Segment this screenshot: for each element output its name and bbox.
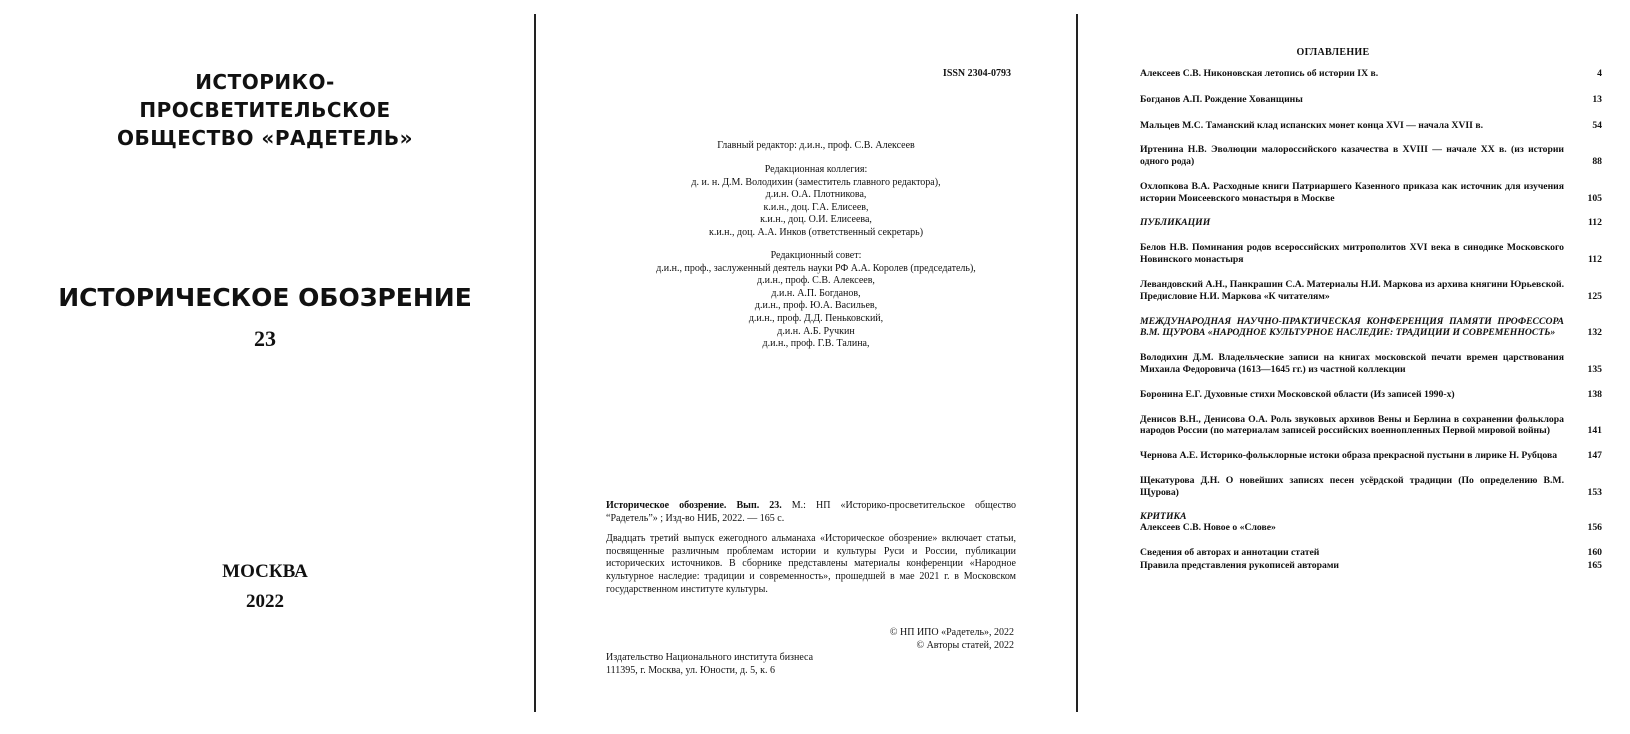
city: МОСКВА <box>222 561 308 582</box>
toc-title: Алексеев С.В. Новое о «Слове» <box>1140 522 1276 534</box>
toc-title: Володихин Д.М. Владельческие записи на книгах московской печати времен царствования Михаила Федоровича (1613—1645 гг.) из частной коллекции <box>1140 352 1564 375</box>
toc-page: 156 <box>1587 522 1602 534</box>
society-line-2: ОБЩЕСТВО «РАДЕТЕЛЬ» <box>116 126 414 150</box>
toc-title: Боронина Е.Г. Духовные стихи Московской области (Из записей 1990-х) <box>1140 388 1455 400</box>
toc-page: 160 <box>1587 547 1602 559</box>
toc-item[interactable] <box>1140 414 1630 438</box>
toc-item[interactable] <box>1140 68 1630 80</box>
toc-title: Охлопкова В.А. Расходные книги Патриаршего Казенного приказа как источник для изучения истории Моисеевского монастыря в Москве <box>1140 180 1564 204</box>
board-member: д. и. н. Д.М. Володихин (заместитель главного редактора), <box>691 176 941 188</box>
toc-page: 132 <box>1587 327 1602 339</box>
toc-page: 138 <box>1587 388 1602 400</box>
council-member: д.и.н., проф., заслуженный деятель науки РФ А.А. Королев (председатель), <box>656 262 976 274</box>
chief-editor: Главный редактор: д.и.н., проф. С.В. Алексеев <box>717 140 915 151</box>
toc-page: 141 <box>1587 425 1602 437</box>
toc-page: 4 <box>1597 68 1602 79</box>
toc-page: 13 <box>1592 93 1602 105</box>
toc-title: Левандовский А.Н., Панкрашин С.А. Материалы Н.И. Маркова из архива княгини Юрьевской. Предисловие Н.И. Маркова «К читателям» <box>1140 278 1564 302</box>
toc-section-title: ПУБЛИКАЦИИ <box>1140 216 1211 228</box>
toc-section[interactable] <box>1140 217 1630 229</box>
toc-page: 105 <box>1587 192 1602 204</box>
society-line-1: ИСТОРИКО-ПРОСВЕТИТЕЛЬСКОЕ <box>139 70 391 122</box>
toc-title: Богданов А.П. Рождение Хованщины <box>1140 93 1303 105</box>
toc-page: 165 <box>1587 559 1602 571</box>
council-member: д.и.н., проф. Ю.А. Васильев, <box>754 300 878 312</box>
copyright-line: © Авторы статей, 2022 <box>916 639 1014 651</box>
publisher-address: 111395, г. Москва, ул. Юности, д. 5, к. 6 <box>606 664 775 676</box>
toc-title: Правила представления рукописей авторами <box>1140 559 1340 571</box>
toc-title: Сведения об авторах и аннотации статей <box>1140 547 1320 559</box>
toc-item[interactable] <box>1140 547 1630 559</box>
toc-item[interactable] <box>1140 389 1630 401</box>
toc-item[interactable] <box>1140 522 1630 534</box>
imprint-page <box>536 0 1076 734</box>
board-title: Редакционная коллегия: <box>764 164 868 175</box>
toc-item[interactable] <box>1140 279 1630 303</box>
toc-page: 88 <box>1592 156 1602 168</box>
toc-item[interactable] <box>1140 450 1630 462</box>
toc-title: Иртенина Н.В. Эволюции малороссийского казачества в XVIII — начале XX в. (из истории одного рода) <box>1140 144 1564 168</box>
council-title: Редакционный совет: <box>770 250 862 261</box>
toc-section[interactable] <box>1140 511 1630 523</box>
toc-item[interactable] <box>1140 352 1630 376</box>
issn: ISSN 2304-0793 <box>942 68 1011 79</box>
board-member: к.и.н., доц. Г.А. Елисеев, <box>763 201 869 213</box>
contents-page <box>1078 0 1602 734</box>
year: 2022 <box>246 591 284 612</box>
toc-page: 125 <box>1587 290 1602 302</box>
bib-details: М.: НП «Историко-просветительское общество “Радетель”» ; Изд-во НИБ, 2022. — 165 с. <box>606 500 1016 524</box>
board-member: д.и.н. О.А. Плотникова, <box>765 189 867 201</box>
bib-title: Историческое обозрение. Вып. 23. <box>606 500 782 511</box>
annotation: Двадцать третий выпуск ежегодного альманаха «Историческое обозрение» включает статьи, посвященные различным проблемам истории и культуры Руси и России, публикации исторических источников. В сборнике представлены материалы конференции «Народное культурное наследие: традиции и современность», прошедшей в мае 2021 г. в Московском государственном институте культуры. <box>606 533 1016 595</box>
toc-page: 54 <box>1592 119 1602 131</box>
toc-item[interactable] <box>1140 560 1630 572</box>
council-member: д.и.н., проф. С.В. Алексеев, <box>757 275 875 287</box>
publisher-name: Издательство Национального института бизнеса <box>606 652 814 663</box>
toc-item[interactable] <box>1140 181 1630 205</box>
toc-page: 112 <box>1588 216 1602 228</box>
toc-item[interactable] <box>1140 144 1630 168</box>
toc-title: Алексеев С.В. Никоновская летопись об истории IX в. <box>1140 68 1379 79</box>
toc-title: Щекатурова Д.Н. О новейших записях песен усёрдской традиции (По определению В.М. Щурова) <box>1140 474 1564 498</box>
toc-section-title: КРИТИКА <box>1140 510 1187 522</box>
society-name <box>70 68 460 152</box>
toc-title: Белов Н.В. Поминания родов всероссийских митрополитов XVI века в синодике Московского Новинского монастыря <box>1140 242 1564 266</box>
copyright <box>536 627 1014 652</box>
toc-heading: ОГЛАВЛЕНИЕ <box>1296 47 1370 58</box>
toc-list <box>1140 68 1630 572</box>
issue-number: 23 <box>254 326 276 351</box>
toc-item[interactable] <box>1140 242 1630 266</box>
council-member: д.и.н. А.Б. Ручкин <box>777 325 855 337</box>
toc-page: 135 <box>1587 363 1602 375</box>
publisher <box>606 652 1006 677</box>
cover-page <box>0 0 534 734</box>
toc-title: Денисов В.Н., Денисова О.А. Роль звуковых архивов Вены и Берлина в сохранении фольклора народов России (по материалам записей российских военнопленных Первой мировой войны) <box>1140 413 1564 437</box>
toc-page: 147 <box>1587 450 1602 462</box>
toc-title: Чернова А.Е. Историко-фольклорные истоки образа прекрасной пустыни в лирике Н. Рубцова <box>1140 450 1558 462</box>
toc-title: Мальцев М.С. Таманский клад испанских монет конца XVI — начала XVII в. <box>1140 119 1483 131</box>
toc-section-title: МЕЖДУНАРОДНАЯ НАУЧНО-ПРАКТИЧЕСКАЯ КОНФЕРЕНЦИЯ ПАМЯТИ ПРОФЕССОРА В.М. ЩУРОВА «НАРОДНОЕ КУЛЬТУРНОЕ НАСЛЕДИЕ: ТРАДИЦИИ И СОВРЕМЕННОСТЬ» <box>1140 315 1564 339</box>
bibliographic-record <box>606 500 1016 596</box>
journal-title: ИСТОРИЧЕСКОЕ ОБОЗРЕНИЕ <box>58 283 472 312</box>
copyright-line: © НП ИПО «Радетель», 2022 <box>889 627 1014 638</box>
board-member: к.и.н., доц. А.А. Инков (ответственный секретарь) <box>708 226 924 238</box>
board-member: к.и.н., доц. О.И. Елисеева, <box>760 214 872 226</box>
council-member: д.и.н., проф. Д.Д. Пеньковский, <box>748 312 884 324</box>
editorial-board <box>606 164 1026 240</box>
toc-section[interactable] <box>1140 316 1630 340</box>
toc-item[interactable] <box>1140 94 1630 106</box>
toc-page: 112 <box>1588 254 1602 266</box>
council-member: д.и.н. А.П. Богданов, <box>771 287 861 299</box>
imprint-place <box>40 557 490 617</box>
council-member: д.и.н., проф. Г.В. Талина, <box>762 338 870 350</box>
toc-page: 153 <box>1587 486 1602 498</box>
editorial-council <box>606 250 1026 351</box>
toc-item[interactable] <box>1140 475 1630 499</box>
toc-item[interactable] <box>1140 120 1630 132</box>
